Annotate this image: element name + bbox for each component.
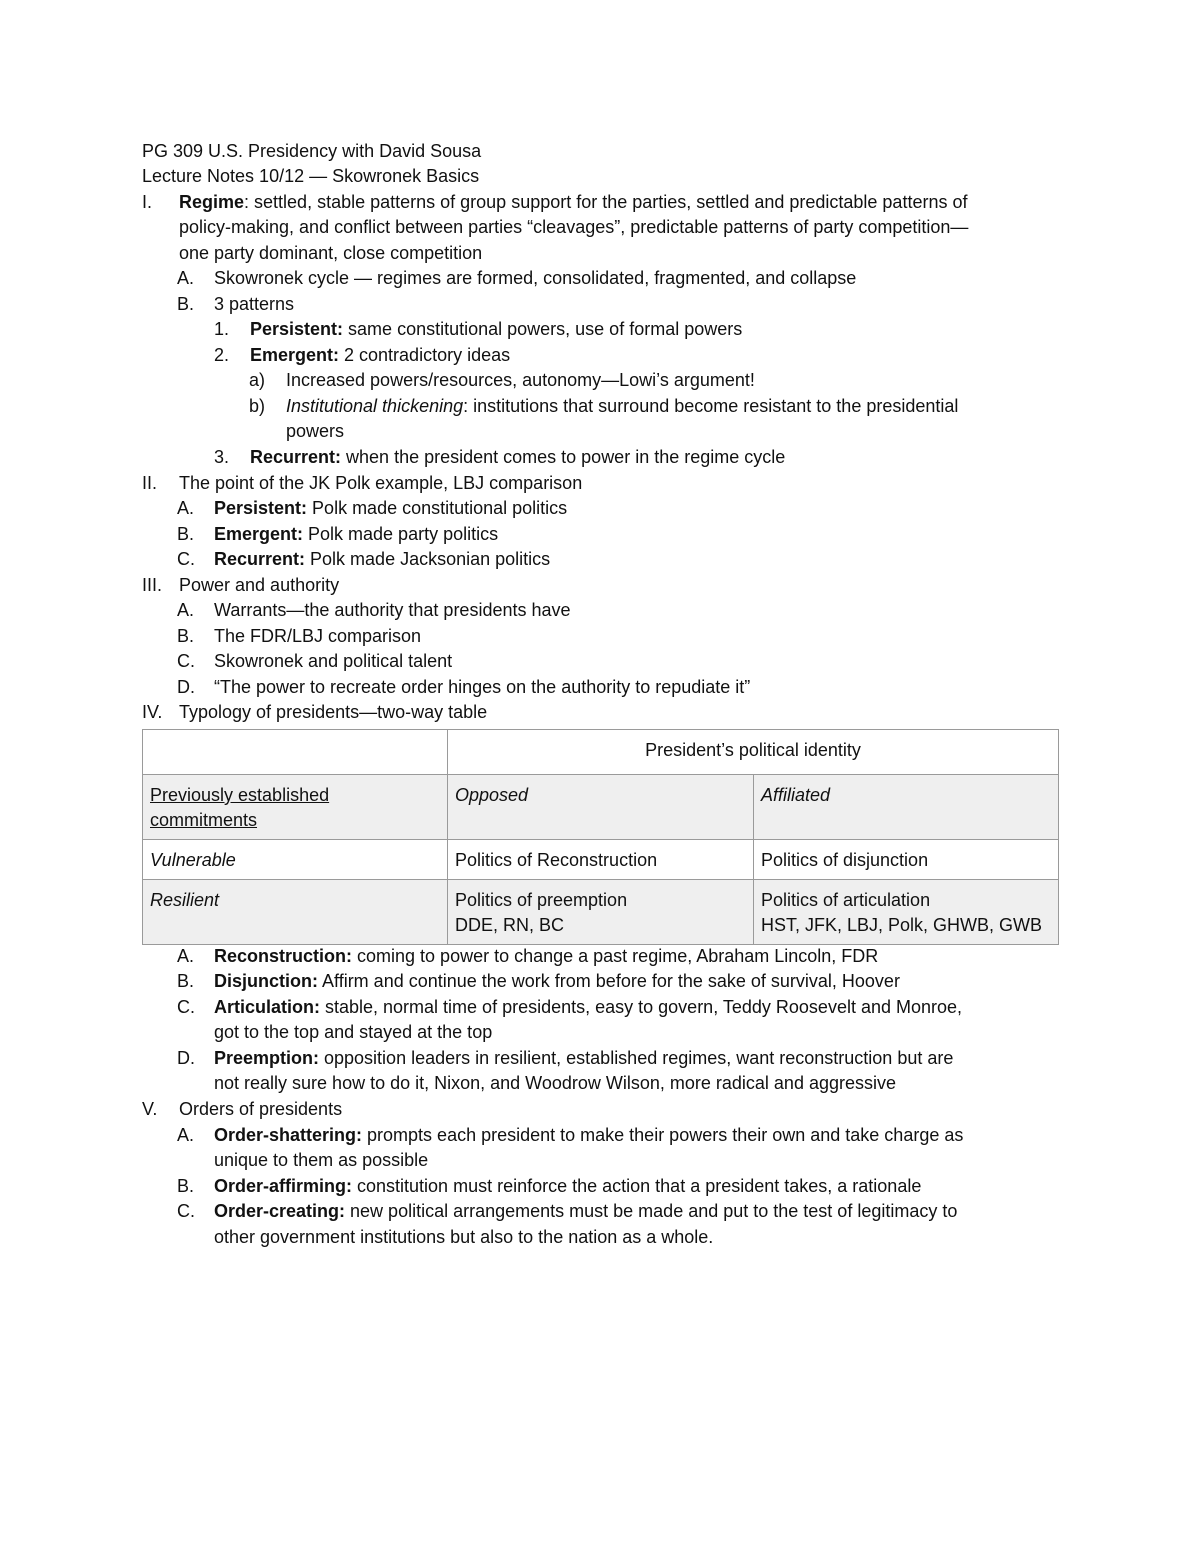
resilient-cell	[143, 880, 448, 945]
articulation-label: Politics of articulation	[761, 890, 931, 910]
section-5-a-text-1: prompts each president to make their powers their own and take charge as	[362, 1125, 964, 1145]
section-4-c-marker: C.	[177, 997, 195, 1017]
section-2-b-line	[214, 523, 498, 545]
section-4-c-line-2: got to the top and stayed at the top	[214, 1022, 493, 1042]
term-institutional-thickening: Institutional thickening	[286, 396, 464, 416]
section-2-marker: II.	[142, 473, 158, 493]
section-3-c-text: Skowronek and political talent	[214, 651, 453, 671]
section-5-c-marker: C.	[177, 1201, 195, 1221]
section-2-c-line	[214, 548, 550, 570]
section-5-c-line-1	[214, 1200, 957, 1222]
pattern-2b-text-1: : institutions that surround become resistant to the presidential	[463, 396, 959, 416]
affiliated-label: Affiliated	[761, 785, 831, 805]
pattern-3-text: when the president comes to power in the regime cycle	[341, 447, 786, 467]
section-5-title: Orders of presidents	[179, 1099, 343, 1119]
lecture-title: Lecture Notes 10/12 — Skowronek Basics	[142, 166, 480, 186]
section-1-line-2: policy-making, and conflict between parties “cleavages”, predictable patterns of party competition—	[179, 217, 969, 237]
section-4-b-text: Affirm and continue the work from before for the sake of survival, Hoover	[318, 971, 900, 991]
opposed-cell	[448, 775, 754, 840]
section-4-c-text-1: stable, normal time of presidents, easy to govern, Teddy Roosevelt and Monroe,	[320, 997, 963, 1017]
section-2-b-marker: B.	[177, 524, 195, 544]
resilient-label: Resilient	[150, 890, 220, 910]
pattern-2b-line-2: powers	[286, 421, 345, 441]
section-5-b-marker: B.	[177, 1176, 195, 1196]
section-1-line-1	[179, 191, 967, 213]
pattern-2b-line-1	[286, 395, 958, 417]
table-row	[143, 730, 1059, 775]
section-5-a-marker: A.	[177, 1125, 195, 1145]
section-4-a-line	[214, 945, 878, 967]
pattern-1-marker: 1.	[214, 319, 230, 339]
preemption-examples: DDE, RN, BC	[455, 915, 565, 935]
term-order-affirming: Order-affirming:	[214, 1176, 353, 1196]
term-reconstruction: Reconstruction:	[214, 946, 353, 966]
pattern-1-line	[250, 318, 742, 340]
section-2-b-text: Polk made party politics	[303, 524, 499, 544]
section-2-a-text: Polk made constitutional politics	[307, 498, 568, 518]
section-2-c-marker: C.	[177, 549, 195, 569]
section-5-a-line-2: unique to them as possible	[214, 1150, 429, 1170]
identity-header: President’s political identity	[645, 740, 861, 760]
table-row	[143, 880, 1059, 945]
section-3-b-marker: B.	[177, 626, 195, 646]
pattern-2b-marker: b)	[249, 396, 266, 416]
section-2-a-marker: A.	[177, 498, 195, 518]
section-3-d-marker: D.	[177, 677, 195, 697]
opposed-label: Opposed	[455, 785, 529, 805]
pattern-2-marker: 2.	[214, 345, 230, 365]
term-disjunction: Disjunction:	[214, 971, 318, 991]
section-3-a-text: Warrants—the authority that presidents have	[214, 600, 571, 620]
affiliated-cell	[754, 775, 1059, 840]
term-order-creating: Order-creating:	[214, 1201, 346, 1221]
section-4-b-line	[214, 970, 900, 992]
section-4-a-marker: A.	[177, 946, 195, 966]
identity-header-cell	[448, 730, 1059, 775]
section-5-c-text-1: new political arrangements must be made and put to the test of legitimacy to	[345, 1201, 958, 1221]
preemption-cell	[448, 880, 754, 945]
vulnerable-label: Vulnerable	[150, 850, 236, 870]
section-3-c-marker: C.	[177, 651, 195, 671]
section-4-title: Typology of presidents—two-way table	[179, 702, 488, 722]
section-1-line-3: one party dominant, close competition	[179, 243, 483, 263]
pattern-2-text: 2 contradictory ideas	[339, 345, 511, 365]
typology-table	[142, 729, 1059, 945]
table-cell-empty	[143, 730, 448, 775]
pattern-2a-text: Increased powers/resources, autonomy—Lowi’s argument!	[286, 370, 755, 390]
disjunction-cell	[754, 840, 1059, 880]
section-3-b-text: The FDR/LBJ comparison	[214, 626, 422, 646]
term-emergent: Emergent:	[250, 345, 340, 365]
reconstruction-label: Politics of Reconstruction	[455, 850, 658, 870]
table-row	[143, 775, 1059, 840]
commitments-header-cell	[143, 775, 448, 840]
section-4-d-marker: D.	[177, 1048, 195, 1068]
section-1-marker: I.	[142, 192, 153, 212]
section-4-marker: IV.	[142, 702, 163, 722]
table-row	[143, 840, 1059, 880]
section-4-c-line-1	[214, 996, 962, 1018]
course-title: PG 309 U.S. Presidency with David Sousa	[142, 141, 482, 161]
section-2-c-term: Recurrent:	[214, 549, 306, 569]
preemption-label: Politics of preemption	[455, 890, 628, 910]
section-2-a-line	[214, 497, 567, 519]
term-regime: Regime	[179, 192, 245, 212]
articulation-cell	[754, 880, 1059, 945]
section-3-marker: III.	[142, 575, 163, 595]
section-3-title: Power and authority	[179, 575, 340, 595]
section-3-d-text: “The power to recreate order hinges on the authority to repudiate it”	[214, 677, 751, 697]
section-2-b-term: Emergent:	[214, 524, 304, 544]
term-preemption: Preemption:	[214, 1048, 320, 1068]
section-5-a-line-1	[214, 1124, 963, 1146]
section-4-d-line-1	[214, 1047, 953, 1069]
section-3-a-marker: A.	[177, 600, 195, 620]
term-recurrent: Recurrent:	[250, 447, 342, 467]
commitments-header: Previously established commitments	[150, 785, 330, 830]
section-2-a-term: Persistent:	[214, 498, 308, 518]
reconstruction-cell	[448, 840, 754, 880]
vulnerable-cell	[143, 840, 448, 880]
section-1-b-marker: B.	[177, 294, 195, 314]
term-persistent: Persistent:	[250, 319, 344, 339]
section-1-b-text: 3 patterns	[214, 294, 295, 314]
section-2-c-text: Polk made Jacksonian politics	[305, 549, 551, 569]
section-4-d-text-1: opposition leaders in resilient, established regimes, want reconstruction but are	[319, 1048, 954, 1068]
section-1-a-marker: A.	[177, 268, 195, 288]
section-4-b-marker: B.	[177, 971, 195, 991]
pattern-2-line	[250, 344, 510, 366]
pattern-1-text: same constitutional powers, use of formal powers	[343, 319, 743, 339]
section-5-marker: V.	[142, 1099, 158, 1119]
section-1-text-1: : settled, stable patterns of group support for the parties, settled and predictable patterns of	[244, 192, 968, 212]
section-5-c-line-2: other government institutions but also to the nation as a whole.	[214, 1227, 714, 1247]
articulation-examples: HST, JFK, LBJ, Polk, GHWB, GWB	[761, 915, 1043, 935]
disjunction-label: Politics of disjunction	[761, 850, 929, 870]
section-5-b-text: constitution must reinforce the action that a president takes, a rationale	[352, 1176, 922, 1196]
section-4-a-text: coming to power to change a past regime, Abraham Lincoln, FDR	[352, 946, 879, 966]
term-articulation: Articulation:	[214, 997, 320, 1017]
pattern-3-marker: 3.	[214, 447, 230, 467]
section-1-a-text: Skowronek cycle — regimes are formed, consolidated, fragmented, and collapse	[214, 268, 857, 288]
section-4-d-line-2: not really sure how to do it, Nixon, and Woodrow Wilson, more radical and aggressive	[214, 1073, 896, 1093]
term-order-shattering: Order-shattering:	[214, 1125, 363, 1145]
section-2-title: The point of the JK Polk example, LBJ comparison	[179, 473, 583, 493]
pattern-3-line	[250, 446, 785, 468]
section-5-b-line	[214, 1175, 921, 1197]
pattern-2a-marker: a)	[249, 370, 266, 390]
